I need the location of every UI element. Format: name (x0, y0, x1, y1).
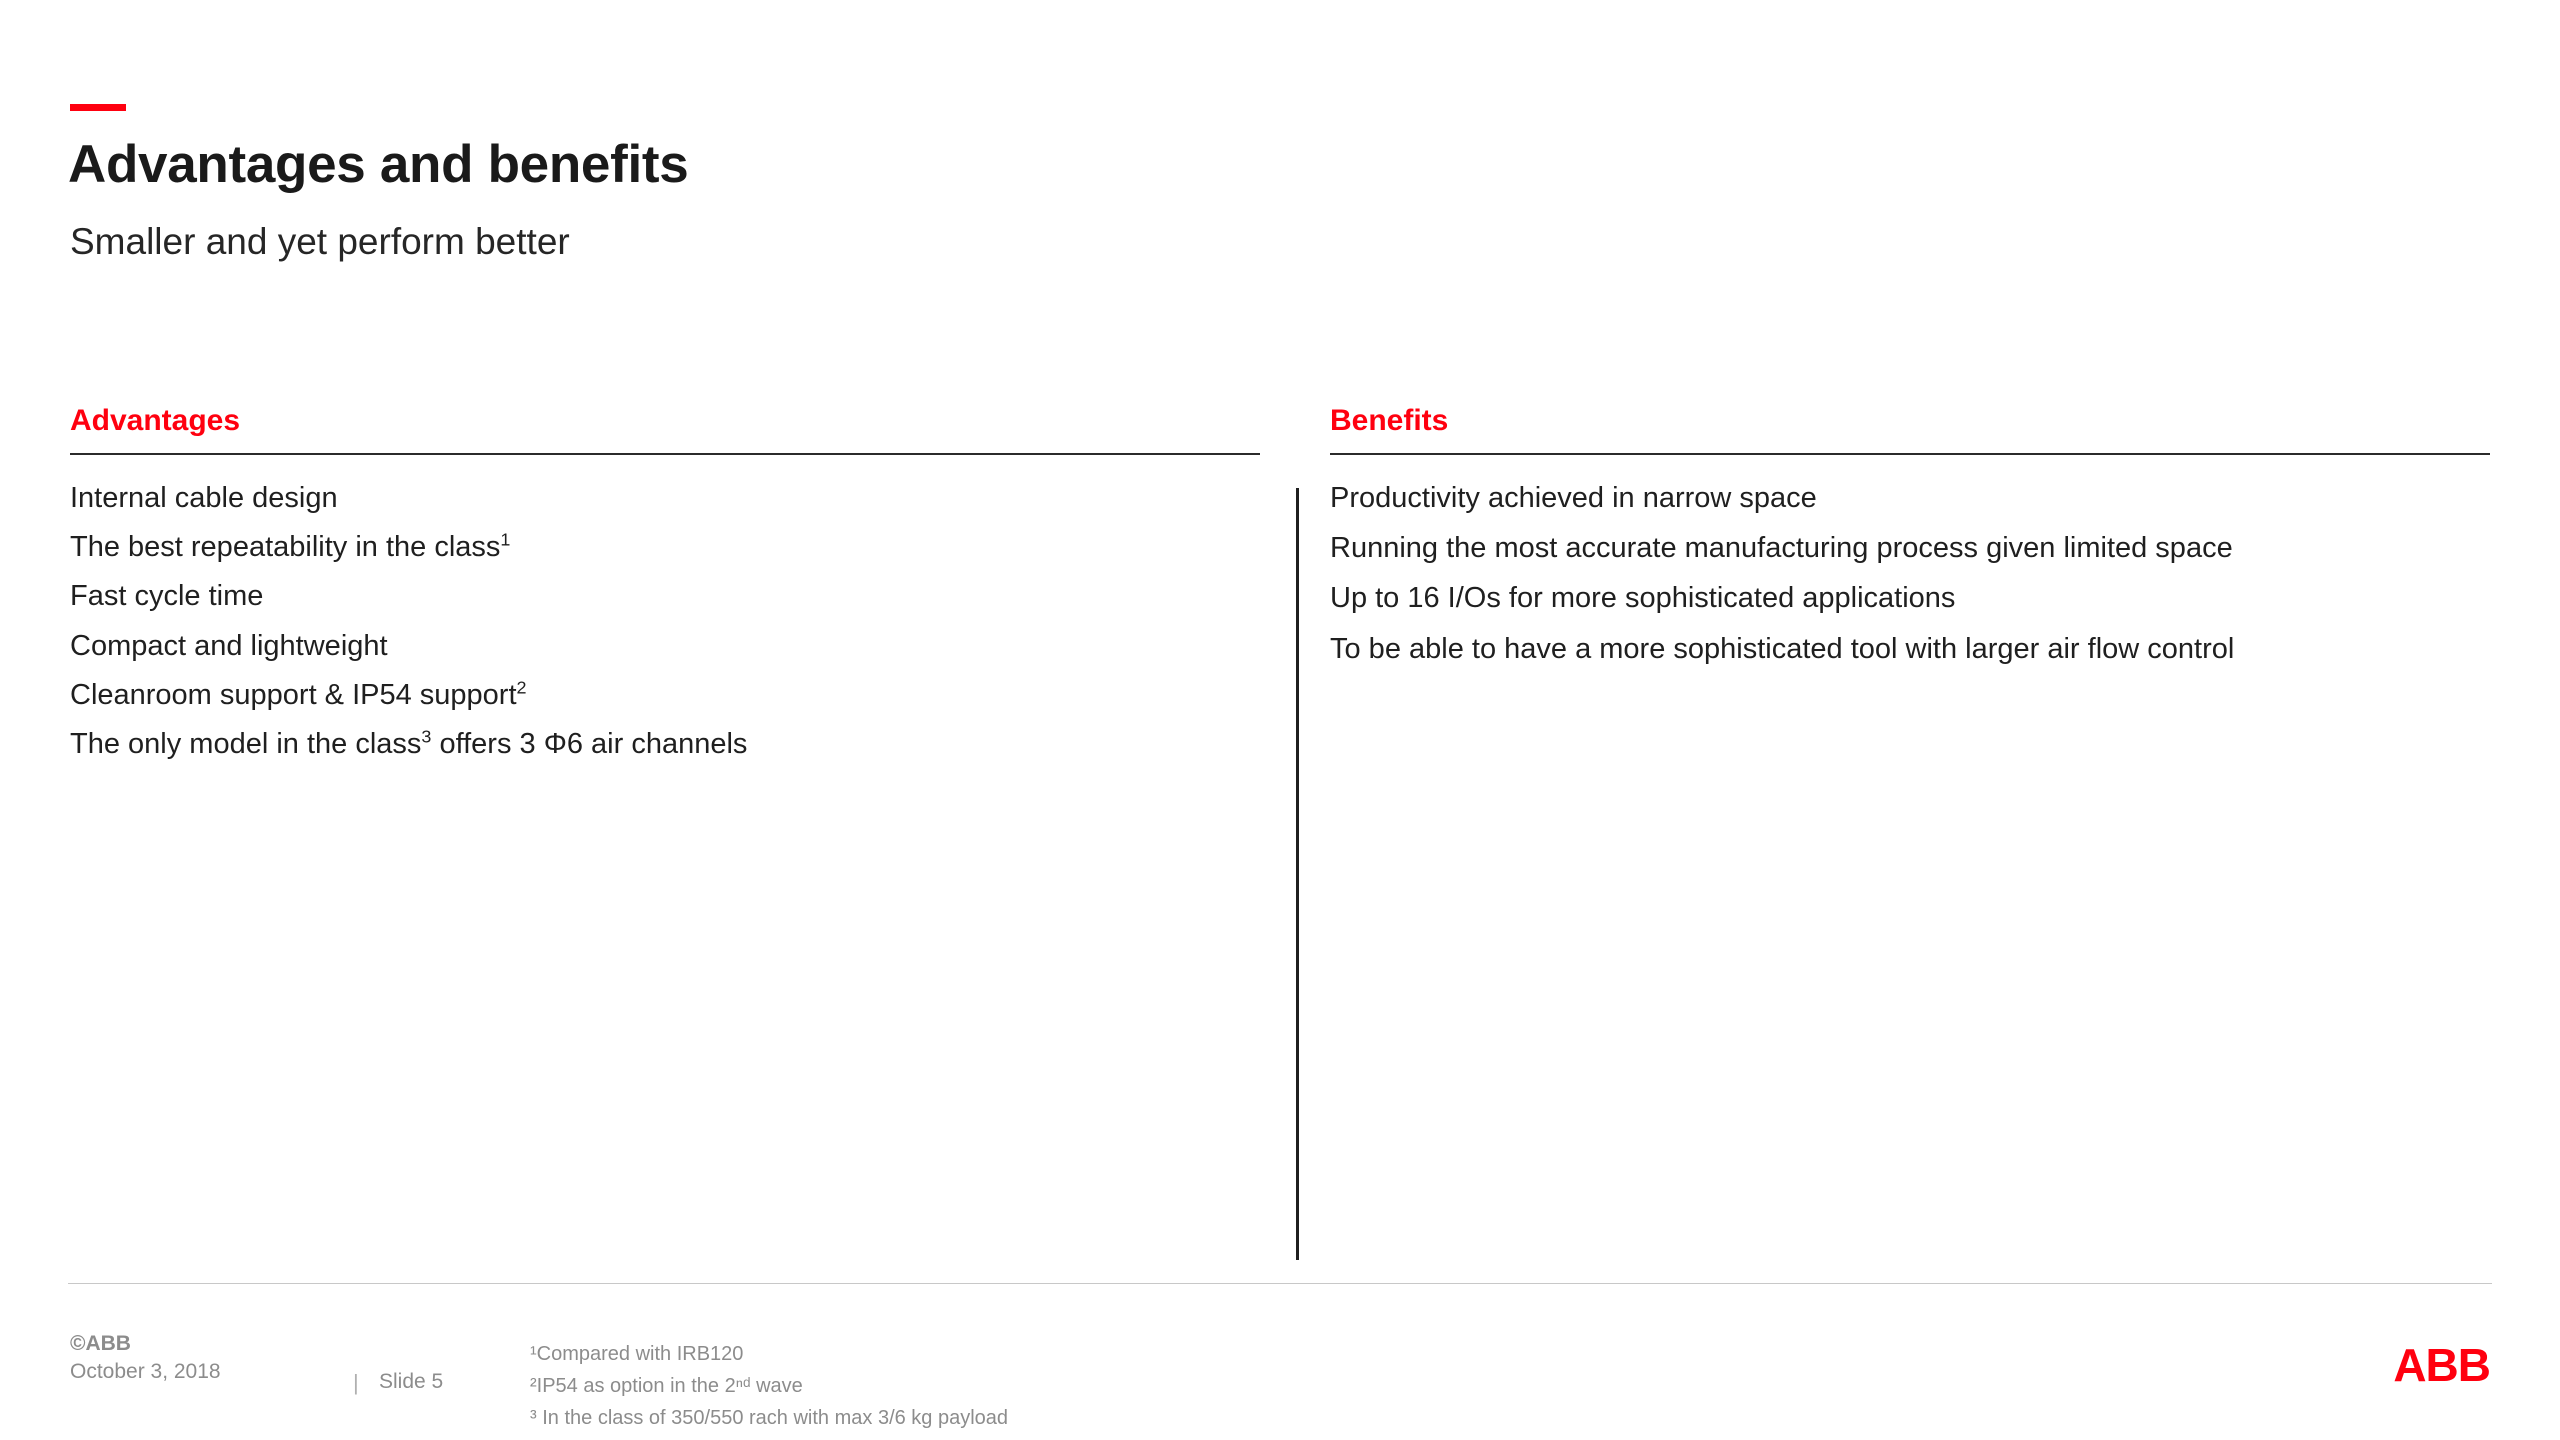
footnote-3: ³ In the class of 350/550 rach with max 3/6 kg payload (530, 1407, 1009, 1429)
list-item (1330, 632, 2480, 666)
footnote-marker: 2 (516, 677, 527, 698)
list-item-text: Compact and lightweight (70, 629, 388, 662)
list-item (1330, 581, 2480, 615)
list-item-text: Productivity achieved in narrow space (1330, 482, 1817, 514)
benefits-column (1330, 404, 2490, 682)
footnote-2: ²IP54 as option in the 2ⁿᵈ wave (530, 1375, 803, 1397)
footer-separator: | (353, 1370, 359, 1395)
footer-meta (70, 1330, 221, 1385)
benefits-divider (1330, 453, 2490, 455)
footnote-1: ¹Compared with IRB120 (530, 1343, 744, 1365)
list-item-text: The best repeatability in the class (70, 531, 501, 564)
list-item (70, 481, 1260, 515)
copyright-text: ©ABB (70, 1332, 131, 1355)
date-text: October 3, 2018 (70, 1359, 221, 1383)
page-subtitle: Smaller and yet perform better (70, 221, 570, 262)
footnotes (530, 1338, 1008, 1434)
list-item (70, 579, 1260, 613)
list-item-text: Cleanroom support & IP54 support (70, 678, 517, 711)
list-item-text-tail: offers 3 Φ6 air channels (431, 728, 748, 761)
list-item (1330, 531, 2480, 565)
list-item-text: The only model in the class (70, 728, 422, 761)
advantages-list (70, 481, 1260, 761)
list-item-text: To be able to have a more sophisticated tool with larger air flow control (1330, 632, 2235, 665)
list-item (70, 629, 1260, 663)
footnote-marker: 3 (421, 726, 432, 747)
benefits-list (1330, 481, 2490, 666)
list-item (70, 727, 1260, 761)
advantages-divider (70, 453, 1260, 455)
list-item-text: Up to 16 I/Os for more sophisticated applications (1330, 582, 1956, 615)
slide-number: Slide 5 (379, 1370, 444, 1393)
footer-divider (68, 1283, 2492, 1284)
abb-logo: ABB (2393, 1339, 2490, 1391)
advantages-column (70, 404, 1260, 776)
advantages-heading: Advantages (70, 404, 241, 437)
list-item (1330, 481, 2480, 515)
list-item-text: Fast cycle time (70, 580, 264, 613)
accent-dash (70, 104, 126, 111)
page-title: Advantages and benefits (68, 135, 689, 194)
list-item (70, 530, 1260, 564)
list-item-text: Internal cable design (70, 482, 338, 514)
benefits-heading: Benefits (1330, 404, 1449, 437)
column-divider (1296, 488, 1299, 1260)
footnote-marker: 1 (500, 529, 511, 550)
list-item-text: Running the most accurate manufacturing process given limited space (1330, 532, 2233, 565)
list-item (70, 678, 1260, 712)
